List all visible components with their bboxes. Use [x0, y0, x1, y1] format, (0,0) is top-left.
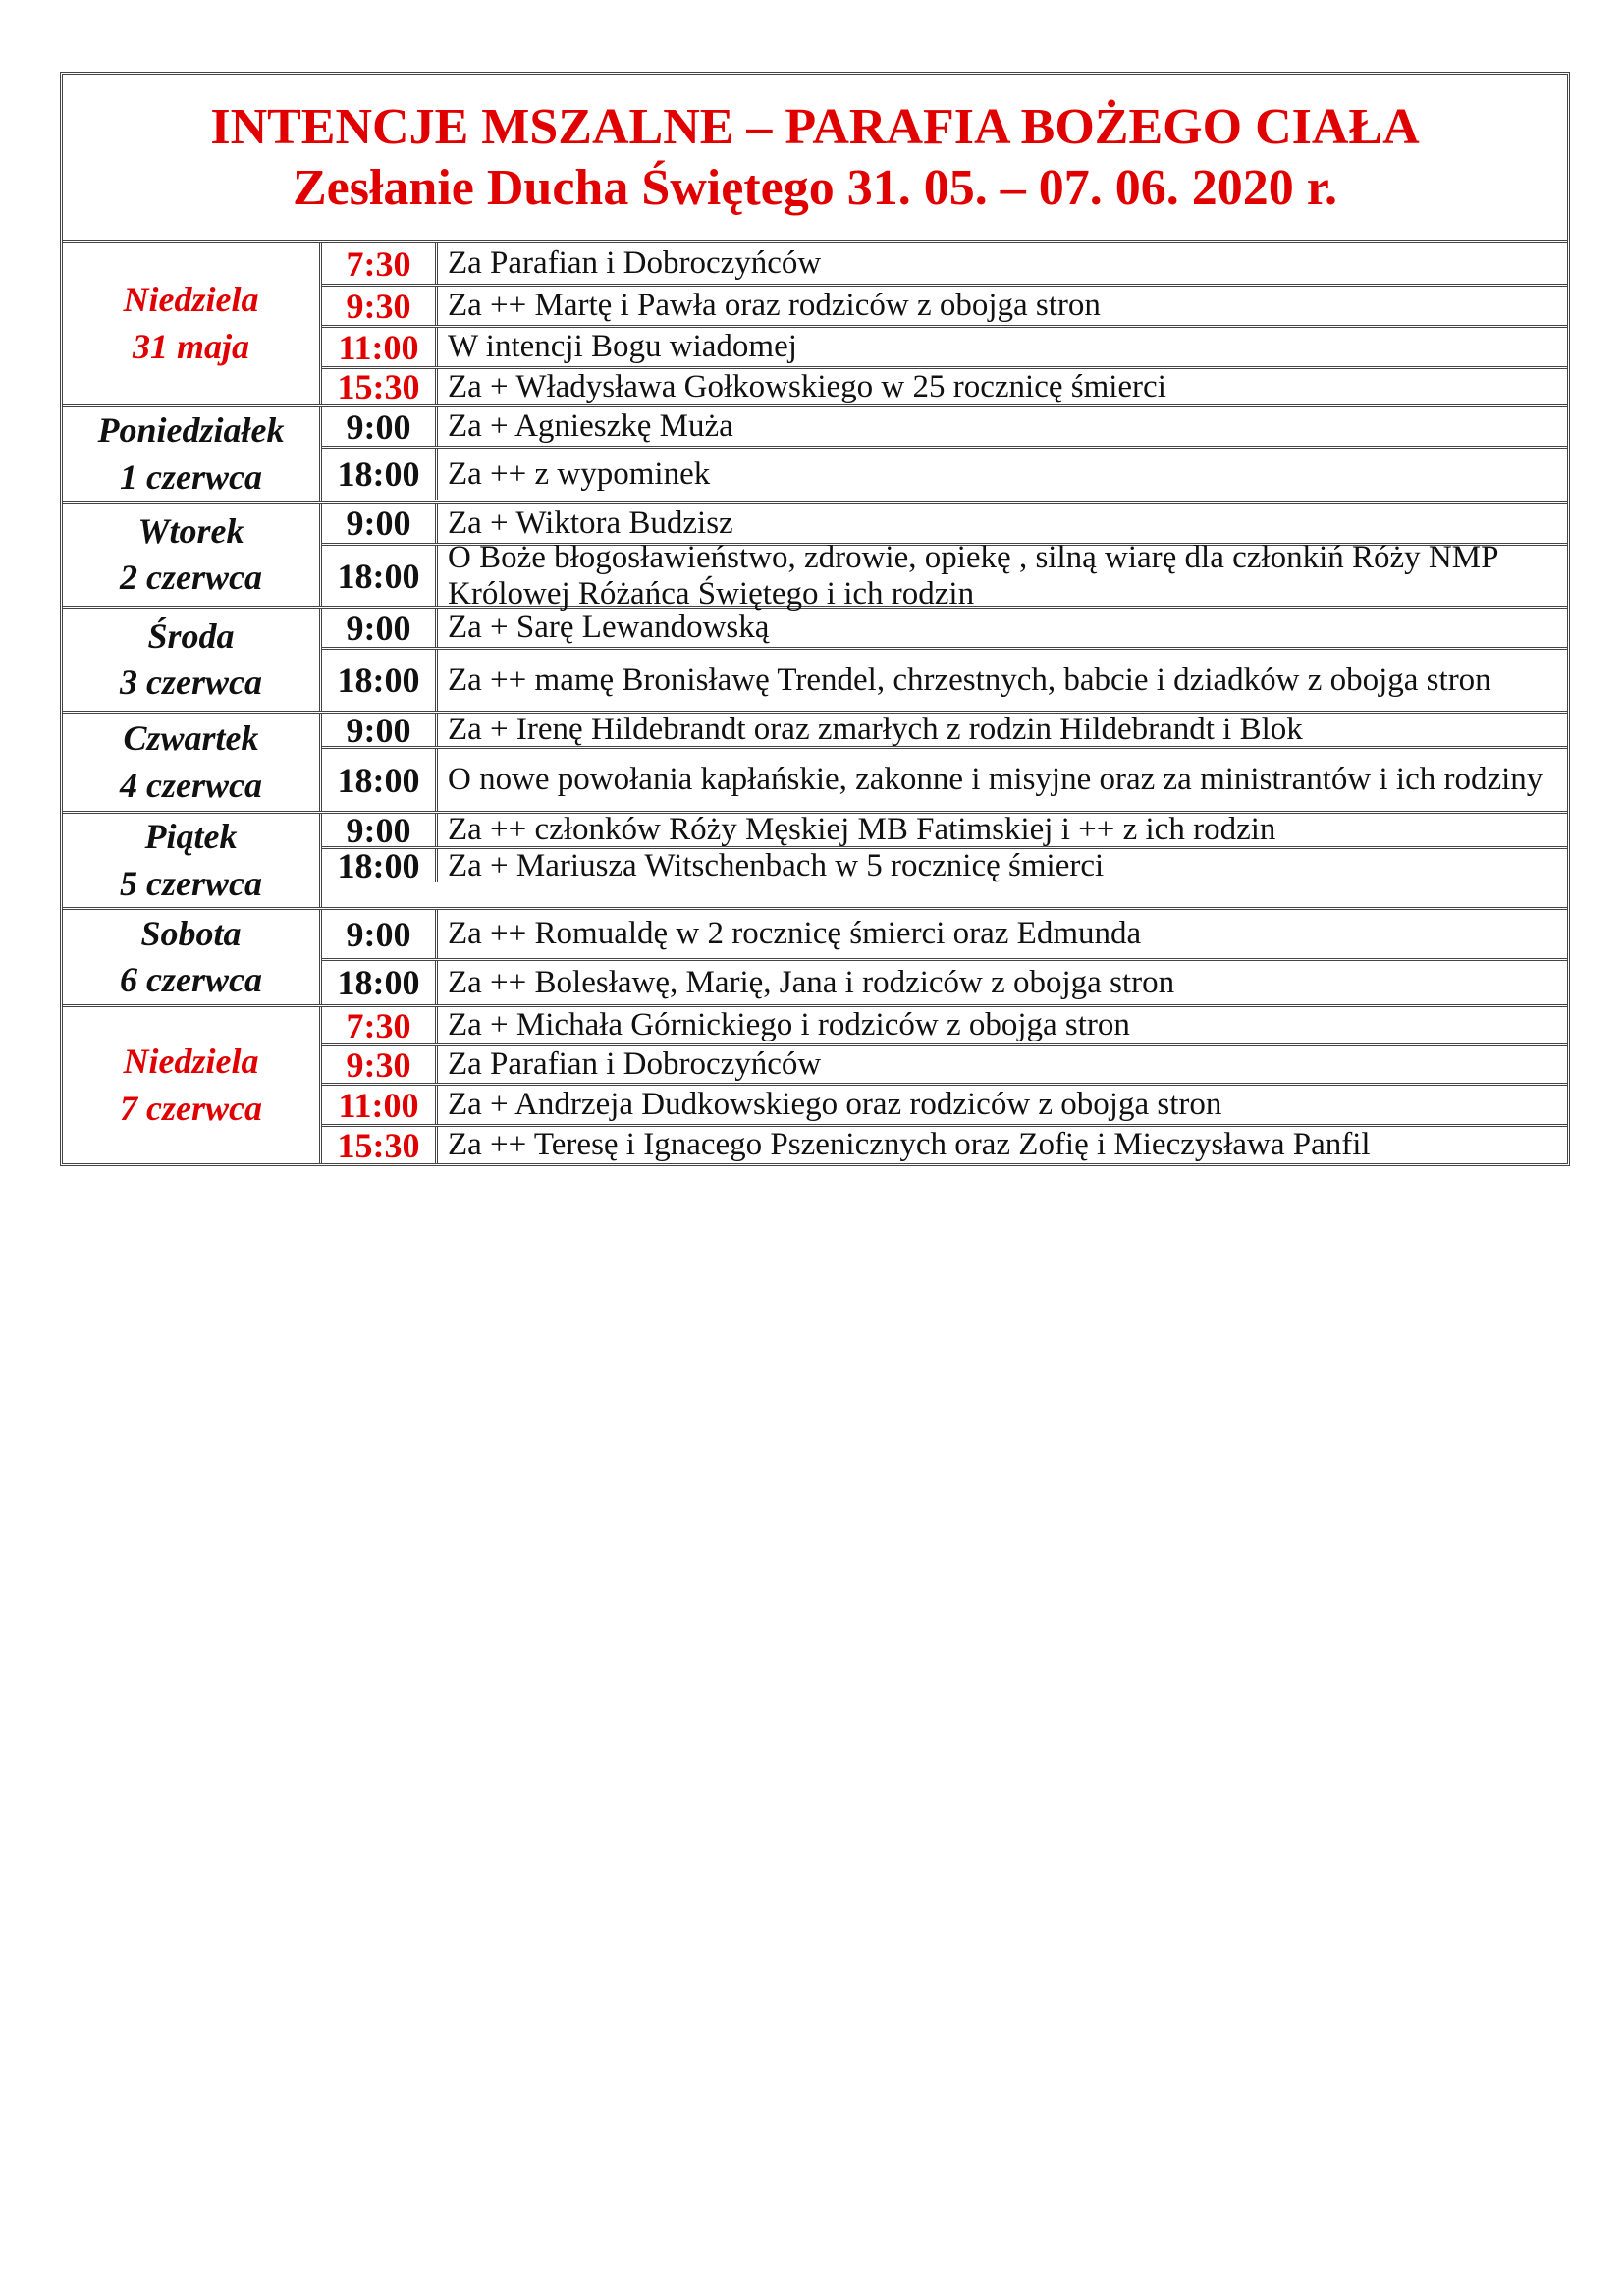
- day-name: Środa: [147, 615, 235, 656]
- mass-row: [322, 369, 1567, 404]
- mass-intention: Za + Irenę Hildebrandt oraz zmarłych z rodzin Hildebrandt i Blok: [448, 712, 1303, 748]
- mass-intention: Za ++ mamę Bronisławę Trendel, chrzestnych, babcie i dziadków z obojga stron: [448, 662, 1491, 698]
- mass-time: 15:30: [322, 369, 438, 404]
- mass-row: [322, 1127, 1567, 1163]
- mass-time: 7:30: [322, 1007, 438, 1043]
- day-block: [63, 1007, 1567, 1163]
- day-name: Czwartek: [123, 719, 259, 759]
- day-name: Poniedziałek: [97, 410, 285, 450]
- day-name: Sobota: [140, 913, 242, 953]
- day-name: Wtorek: [137, 510, 244, 551]
- mass-time: 11:00: [322, 1086, 438, 1124]
- mass-row: [322, 243, 1567, 287]
- mass-intention: Za ++ Romualdę w 2 rocznicę śmierci oraz Edmunda: [448, 916, 1142, 952]
- day-label: [63, 504, 322, 606]
- mass-row: [322, 449, 1567, 500]
- mass-rows: [322, 810, 1567, 907]
- day-date: 1 czerwca: [120, 456, 262, 497]
- day-block: [63, 407, 1567, 504]
- mass-row: [322, 407, 1567, 449]
- mass-time: 9:00: [322, 609, 438, 647]
- day-block: [63, 243, 1567, 407]
- mass-time: 9:30: [322, 287, 438, 325]
- mass-row: [322, 961, 1567, 1004]
- day-block: [63, 504, 1567, 612]
- day-label: [63, 814, 322, 907]
- day-block: [63, 609, 1567, 714]
- mass-row: [322, 749, 1567, 811]
- mass-time: 11:00: [322, 328, 438, 366]
- day-label: [63, 243, 322, 404]
- mass-rows: [322, 504, 1567, 612]
- mass-time: 18:00: [322, 546, 438, 606]
- document-title: INTENCJE MSZALNE – PARAFIA BOŻEGO CIAŁA: [210, 99, 1420, 156]
- mass-rows: [322, 1007, 1567, 1163]
- mass-time: 9:00: [322, 504, 438, 543]
- day-label: [63, 714, 322, 811]
- mass-intention: Za + Agnieszkę Muża: [448, 408, 733, 445]
- mass-intention: Za + Wiktora Budzisz: [448, 505, 733, 541]
- mass-intention: Za + Mariusza Witschenbach w 5 rocznicę śmierci: [448, 847, 1105, 883]
- day-date: 3 czerwca: [120, 663, 262, 703]
- day-block: [63, 910, 1567, 1007]
- mass-intention: Za + Michała Górnickiego i rodziców z obojga stron: [448, 1007, 1130, 1043]
- mass-row: [322, 910, 1567, 961]
- day-label: [63, 407, 322, 501]
- day-block: [63, 710, 1567, 814]
- mass-row: [322, 1086, 1567, 1127]
- mass-intention: W intencji Bogu wiadomej: [448, 329, 797, 365]
- mass-row: [322, 287, 1567, 328]
- mass-intention: Za Parafian i Dobroczyńców: [448, 1046, 822, 1083]
- day-name: Niedziela: [123, 1041, 259, 1082]
- mass-intention: Za ++ Teresę i Ignacego Pszenicznych oraz Zofię i Mieczysława Panfil: [448, 1127, 1371, 1163]
- mass-intention: Za Parafian i Dobroczyńców: [448, 245, 822, 282]
- mass-intention: O nowe powołania kapłańskie, zakonne i misyjne oraz za ministrantów i ich rodziny: [448, 762, 1543, 798]
- mass-time: 9:00: [322, 714, 438, 746]
- day-label: [63, 1007, 322, 1163]
- mass-time: 18:00: [322, 849, 438, 882]
- mass-time: 9:30: [322, 1046, 438, 1083]
- mass-time: 18:00: [322, 650, 438, 711]
- day-date: 2 czerwca: [120, 558, 262, 598]
- mass-rows: [322, 910, 1567, 1004]
- mass-time: 18:00: [322, 449, 438, 500]
- day-label: [63, 910, 322, 1004]
- mass-row: [322, 328, 1567, 369]
- day-date: 4 czerwca: [120, 765, 262, 805]
- mass-time: 18:00: [322, 961, 438, 1004]
- mass-time: 15:30: [322, 1127, 438, 1163]
- mass-time: 7:30: [322, 243, 438, 284]
- days-container: [63, 243, 1567, 1163]
- mass-intention: Za ++ członków Róży Męskiej MB Fatimskiej i ++ z ich rodzin: [448, 812, 1276, 848]
- mass-row: [322, 1007, 1567, 1046]
- day-name: Piątek: [144, 817, 238, 857]
- mass-rows: [322, 243, 1567, 404]
- mass-intention: O Boże błogosławieństwo, zdrowie, opiekę , silną wiarę dla członkiń Róży NMP Królowej Różańca Świętego i ich rodzin: [448, 540, 1498, 612]
- mass-row: [322, 810, 1567, 850]
- day-name: Niedziela: [123, 280, 259, 320]
- mass-time: 9:00: [322, 910, 438, 958]
- mass-row: [322, 1046, 1567, 1086]
- mass-time: 18:00: [322, 749, 438, 811]
- mass-rows: [322, 609, 1567, 711]
- mass-intention: Za + Władysława Gołkowskiego w 25 rocznicę śmierci: [448, 368, 1166, 404]
- mass-row: [322, 846, 1567, 886]
- mass-row: [322, 650, 1567, 711]
- day-date: 5 czerwca: [120, 863, 262, 903]
- day-date: 31 maja: [132, 327, 249, 366]
- day-date: 6 czerwca: [120, 960, 262, 1000]
- day-date: 7 czerwca: [120, 1088, 262, 1128]
- mass-rows: [322, 710, 1567, 811]
- table-header: [63, 75, 1567, 243]
- mass-intentions-table: [60, 72, 1570, 1166]
- mass-time: 9:00: [322, 407, 438, 446]
- mass-intention: Za ++ Martę i Pawła oraz rodziców z obojga stron: [448, 288, 1101, 324]
- document-subtitle: Zesłanie Ducha Świętego 31. 05. – 07. 06. 2020 r.: [292, 159, 1338, 216]
- mass-intention: Za + Andrzeja Dudkowskiego oraz rodziców z obojga stron: [448, 1087, 1222, 1123]
- mass-time: 9:00: [322, 814, 438, 846]
- mass-intention: Za ++ z wypominek: [448, 455, 711, 492]
- mass-row: [322, 540, 1567, 612]
- day-block: [63, 810, 1567, 910]
- day-label: [63, 609, 322, 711]
- mass-row: [322, 710, 1567, 750]
- mass-rows: [322, 407, 1567, 501]
- mass-intention: Za ++ Bolesławę, Marię, Jana i rodziców z obojga stron: [448, 964, 1175, 1000]
- mass-row: [322, 609, 1567, 650]
- mass-intention: Za + Sarę Lewandowską: [448, 610, 770, 646]
